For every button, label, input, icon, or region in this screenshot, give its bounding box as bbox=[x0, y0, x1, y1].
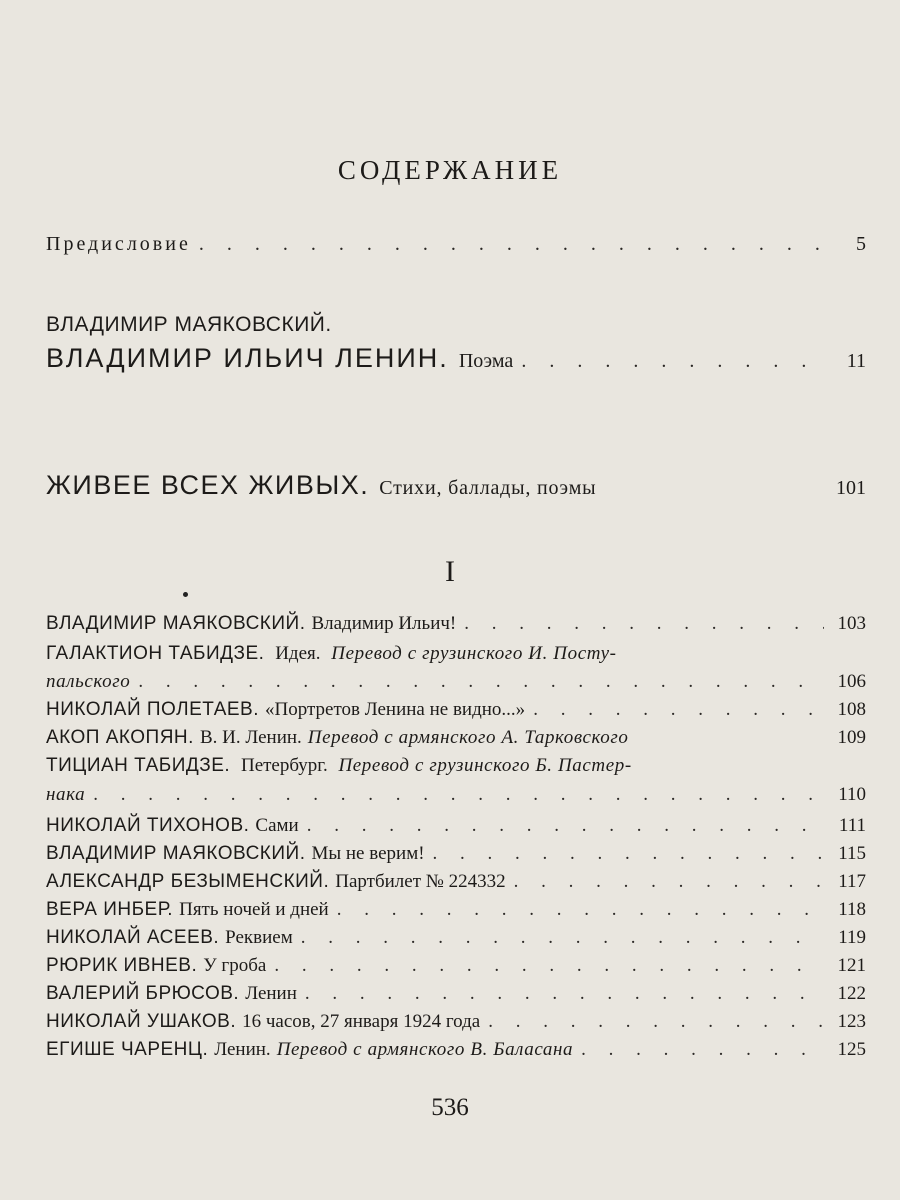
dot-leader bbox=[307, 815, 824, 837]
entry-work: Петербург. bbox=[240, 755, 328, 776]
folio-page-number: 536 bbox=[431, 1094, 469, 1121]
entry-author: ЕГИШЕ ЧАРЕНЦ. bbox=[46, 1039, 209, 1060]
bullet-mark bbox=[183, 592, 188, 597]
entry-work: Владимир Ильич! bbox=[311, 613, 457, 634]
entry-author: АЛЕКСАНДР БЕЗЫМЕНСКИЙ. bbox=[46, 871, 330, 892]
entry-author: НИКОЛАЙ ТИХОНОВ. bbox=[46, 815, 250, 836]
entry-author: РЮРИК ИВНЕВ. bbox=[46, 955, 198, 976]
entry-note-continued: пальского bbox=[46, 671, 131, 692]
toc-entry bbox=[46, 983, 866, 1005]
dot-leader bbox=[533, 699, 824, 721]
dot-leader bbox=[337, 899, 824, 921]
toc-entry bbox=[46, 755, 866, 777]
page-number: 103 bbox=[837, 613, 866, 634]
page-number: 117 bbox=[838, 871, 866, 892]
page-number: 5 bbox=[856, 233, 866, 255]
page-number: 106 bbox=[837, 671, 866, 692]
toc-entry bbox=[46, 613, 866, 635]
page-number: 109 bbox=[837, 727, 866, 748]
section1-work: ВЛАДИМИР ИЛЬИЧ ЛЕНИН. bbox=[46, 343, 449, 373]
page-number: 101 bbox=[836, 477, 866, 499]
entry-author: ВАЛЕРИЙ БРЮСОВ. bbox=[46, 983, 240, 1004]
toc-entry bbox=[46, 815, 866, 837]
page-number: 11 bbox=[846, 350, 866, 372]
entry-author: ГАЛАКТИОН ТАБИДЗЕ. bbox=[46, 643, 265, 664]
toc-entry bbox=[46, 955, 866, 977]
toc-entry-continued bbox=[46, 671, 866, 693]
entry-work: 16 часов, 27 января 1924 года bbox=[242, 1011, 481, 1032]
page-number: 123 bbox=[837, 1011, 866, 1032]
entry-note: Перевод с армянского А. Тарковского bbox=[307, 727, 629, 748]
page-number: 125 bbox=[837, 1039, 866, 1060]
dot-leader bbox=[514, 871, 824, 893]
toc-entry-section2 bbox=[46, 470, 866, 501]
entry-note: Перевод с грузинского И. Посту- bbox=[331, 643, 617, 664]
dot-leader bbox=[199, 233, 824, 256]
entry-work: В. И. Ленин. bbox=[199, 727, 302, 748]
section2-genre: Стихи, баллады, поэмы bbox=[379, 477, 597, 499]
entry-work: Реквием bbox=[225, 927, 293, 948]
page-number: 111 bbox=[838, 815, 866, 836]
entry-note: Перевод с армянского В. Баласана bbox=[276, 1039, 574, 1060]
entry-work: Ленин. bbox=[214, 1039, 271, 1060]
entry-note-continued: нака bbox=[46, 784, 86, 805]
toc-entry-section1 bbox=[46, 343, 866, 374]
dot-leader bbox=[581, 1039, 824, 1061]
page-number: 121 bbox=[837, 955, 866, 976]
preface-label: Предисловие bbox=[46, 233, 191, 255]
page-title: СОДЕРЖАНИЕ bbox=[337, 155, 563, 185]
entry-author: АКОП АКОПЯН. bbox=[46, 727, 194, 748]
toc-entry bbox=[46, 927, 866, 949]
toc-entry-continued bbox=[46, 784, 866, 806]
entry-author: ВЛАДИМИР МАЯКОВСКИЙ. bbox=[46, 613, 306, 634]
page-number: 115 bbox=[838, 843, 866, 864]
toc-entry bbox=[46, 699, 866, 721]
section1-genre: Поэма bbox=[458, 350, 514, 372]
dot-leader bbox=[274, 955, 824, 977]
page-number: 118 bbox=[838, 899, 866, 920]
dot-leader bbox=[301, 927, 824, 949]
section2-work: ЖИВЕЕ ВСЕХ ЖИВЫХ. bbox=[46, 470, 370, 500]
page-number: 110 bbox=[838, 784, 866, 805]
toc-entry bbox=[46, 727, 866, 749]
entry-note: Перевод с грузинского Б. Пастер- bbox=[338, 755, 632, 776]
entry-author: ВЕРА ИНБЕР. bbox=[46, 899, 174, 920]
dot-leader bbox=[138, 671, 824, 693]
entry-author: НИКОЛАЙ АСЕЕВ. bbox=[46, 927, 220, 948]
entry-work: У гроба bbox=[203, 955, 267, 976]
section1-author: ВЛАДИМИР МАЯКОВСКИЙ. bbox=[46, 313, 332, 336]
toc-entry bbox=[46, 871, 866, 893]
entry-author: НИКОЛАЙ ПОЛЕТАЕВ. bbox=[46, 699, 260, 720]
toc-entry bbox=[46, 1039, 866, 1061]
toc-entry bbox=[46, 843, 866, 865]
toc-entry bbox=[46, 1011, 866, 1033]
entry-work: «Портретов Ленина не видно...» bbox=[265, 699, 526, 720]
part-heading: I bbox=[445, 555, 455, 588]
entry-work: Сами bbox=[255, 815, 299, 836]
entry-work: Ленин bbox=[245, 983, 297, 1004]
toc-entry bbox=[46, 643, 866, 665]
entry-author: ТИЦИАН ТАБИДЗЕ. bbox=[46, 755, 231, 776]
entry-work: Идея. bbox=[275, 643, 321, 664]
dot-leader bbox=[488, 1011, 824, 1033]
dot-leader bbox=[464, 613, 824, 635]
entry-work: Мы не верим! bbox=[311, 843, 425, 864]
entry-work: Пять ночей и дней bbox=[179, 899, 329, 920]
toc-entry bbox=[46, 899, 866, 921]
page-number: 108 bbox=[837, 699, 866, 720]
page-number: 122 bbox=[837, 983, 866, 1004]
entry-author: НИКОЛАЙ УШАКОВ. bbox=[46, 1011, 237, 1032]
dot-leader bbox=[305, 983, 824, 1005]
dot-leader bbox=[521, 350, 824, 373]
dot-leader bbox=[93, 784, 824, 806]
toc-entry-preface bbox=[46, 233, 866, 256]
entry-author: ВЛАДИМИР МАЯКОВСКИЙ. bbox=[46, 843, 306, 864]
dot-leader bbox=[433, 843, 824, 865]
page-number: 119 bbox=[838, 927, 866, 948]
entry-work: Партбилет № 224332 bbox=[335, 871, 506, 892]
